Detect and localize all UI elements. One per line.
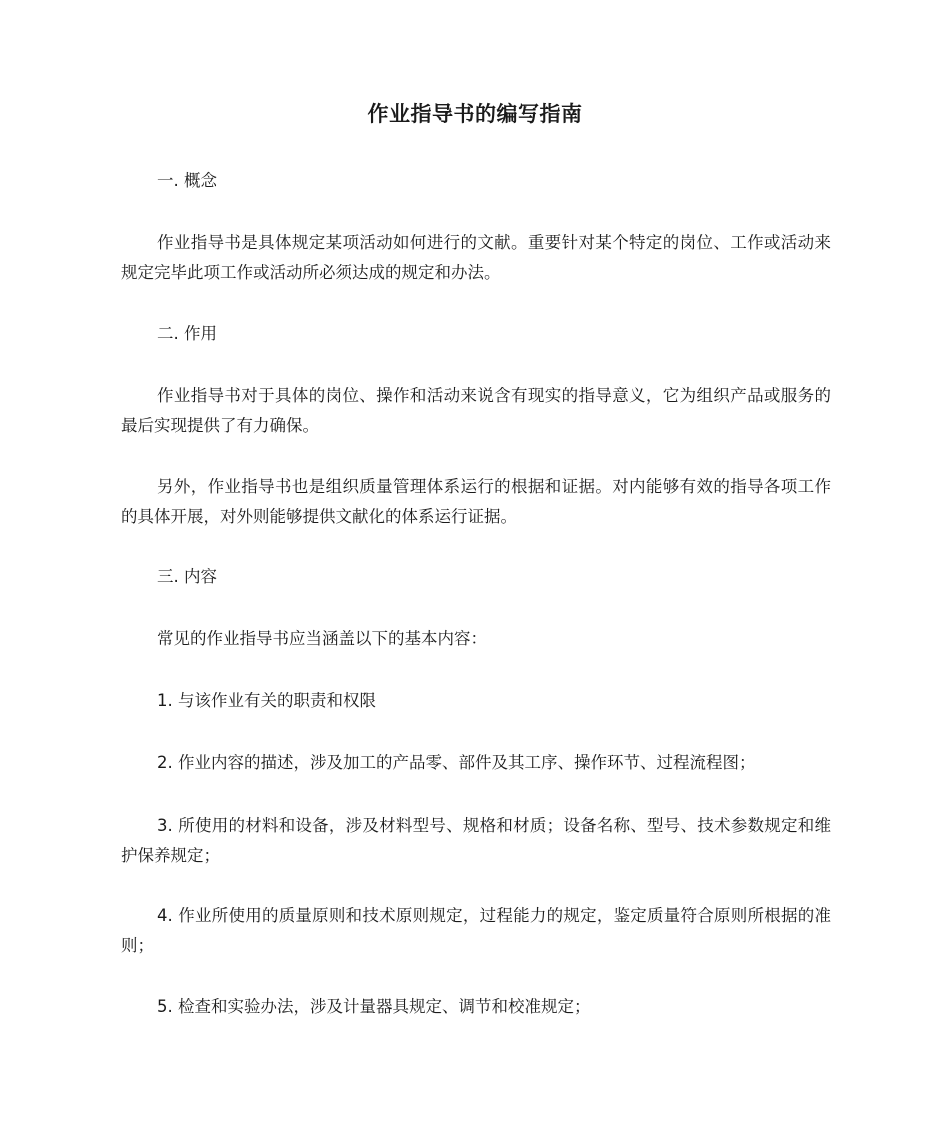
paragraph-content-intro: 常见的作业指导书应当涵盖以下的基本内容： bbox=[157, 629, 487, 648]
list-item-1: 1. 与该作业有关的职责和权限 bbox=[157, 691, 376, 710]
list-item-5: 5. 检查和实验办法，涉及计量器具规定、调节和校准规定； bbox=[157, 997, 591, 1016]
paragraph-concept: 作业指导书是具体规定某项活动如何进行的文献。重要针对某个特定的岗位、工作或活动来规定完毕此项工作或活动所必须达成的规定和办法。 bbox=[121, 233, 831, 282]
section-heading-concept: 一. 概念 bbox=[157, 171, 217, 190]
list-item-2: 2. 作业内容的描述，涉及加工的产品零、部件及其工序、操作环节、过程流程图； bbox=[157, 753, 756, 772]
document-title: 作业指导书的编写指南 bbox=[367, 102, 583, 126]
section-heading-purpose: 二. 作用 bbox=[157, 324, 217, 343]
paragraph-purpose-1: 作业指导书对于具体的岗位、操作和活动来说含有现实的指导意义，它为组织产品或服务的最后实现提供了有力确保。 bbox=[121, 386, 831, 435]
section-heading-content: 三. 内容 bbox=[157, 567, 217, 586]
list-item-3: 3. 所使用的材料和设备，涉及材料型号、规格和材质；设备名称、型号、技术参数规定和维护保养规定； bbox=[121, 816, 831, 865]
paragraph-purpose-2: 另外，作业指导书也是组织质量管理体系运行的根据和证据。对内能够有效的指导各项工作的具体开展，对外则能够提供文献化的体系运行证据。 bbox=[121, 477, 831, 526]
list-item-4: 4. 作业所使用的质量原则和技术原则规定，过程能力的规定，鉴定质量符合原则所根据的准则； bbox=[121, 906, 831, 955]
